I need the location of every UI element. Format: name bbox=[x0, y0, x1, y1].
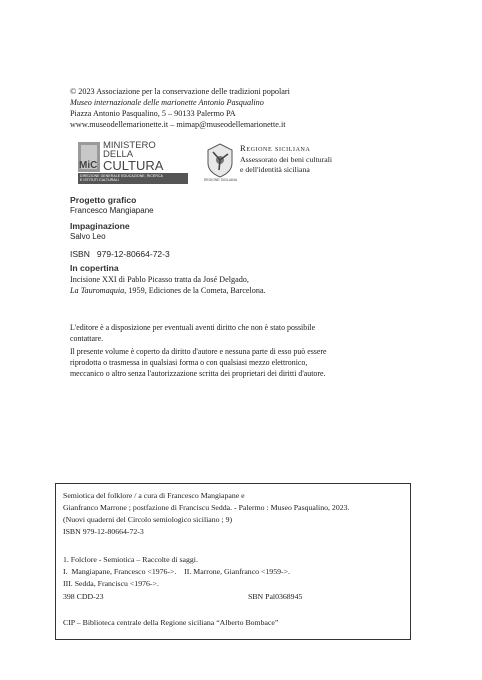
design-heading: Progetto grafico bbox=[70, 195, 137, 205]
cip-line3: (Nuovi quaderni del Circolo semiologico siciliano ; 9) bbox=[63, 515, 233, 524]
cip-line6: I. Mangiapane, Francesco <1976->. II. Marrone, Gianfranco <1959->. bbox=[63, 567, 290, 576]
note2-line3: meccanico o altro senza l'autorizzazione scritta dei proprietari dei diritti d'autore. bbox=[70, 369, 326, 378]
mic-subtitle bbox=[80, 174, 163, 182]
cip-classification: 398 CDD-23 bbox=[63, 592, 104, 601]
note2-line1: Il presente volume è coperto da diritto d'autore e nessuna parte di esso può essere bbox=[70, 347, 327, 356]
cover-line2 bbox=[70, 285, 430, 296]
cover-line1: Incisione XXI di Pablo Picasso tratta da José Delgado, bbox=[70, 275, 249, 284]
layout-value: Salvo Leo bbox=[70, 232, 106, 241]
ministero-cultura-logo bbox=[78, 141, 188, 185]
trinacria-emblem-icon bbox=[205, 141, 235, 181]
mic-title-line1: MINISTERO bbox=[103, 140, 156, 151]
note1-line2: contattare. bbox=[70, 334, 104, 343]
cip-box bbox=[55, 483, 411, 640]
cip-line1: Semiotica del folklore / a cura di Francesco Mangiapane e bbox=[63, 491, 245, 500]
cip-line7: III. Sedda, Franciscu <1976->. bbox=[63, 579, 159, 588]
mic-subtitle-line1: DIREZIONE GENERALE EDUCAZIONE, RICERCA bbox=[80, 174, 163, 178]
design-value: Francesco Mangiapane bbox=[70, 206, 154, 215]
note2-line2: riprodotta o trasmessa in qualsiasi forma o con qualsiasi mezzo elettronico, bbox=[70, 358, 308, 367]
mic-subtitle-line2: E ISTITUTI CULTURALI bbox=[80, 178, 119, 183]
cip-line4: ISBN 979-12-80664-72-3 bbox=[63, 527, 144, 536]
cip-sbn-code: SBN Pal0368945 bbox=[248, 592, 303, 601]
regione-subtitle bbox=[240, 155, 332, 174]
cover-line2-rest: , 1959, Ediciones de la Cometa, Barcelona. bbox=[124, 286, 266, 295]
isbn-line: ISBN 979-12-80664-72-3 bbox=[70, 249, 170, 259]
mic-mark: MiC bbox=[79, 160, 98, 171]
regione-subtitle-line2: e dell'identità siciliana bbox=[240, 164, 310, 174]
regione-subtitle-line1: Assessorato dei beni culturali bbox=[240, 155, 333, 164]
note1-line1: L'editore è a disposizione per eventuali aventi diritto che non è stato possibile bbox=[70, 323, 316, 332]
cip-line2: Gianfranco Marrone ; postfazione di Franciscu Sedda. - Palermo : Museo Pasqualino, 2023. bbox=[63, 503, 350, 512]
cover-work-title: La Tauromaquia bbox=[70, 286, 125, 295]
museum-address: Piazza Antonio Pasqualino, 5 – 90133 Palermo PA bbox=[70, 109, 236, 118]
mic-title-line3: CULTURA bbox=[103, 158, 164, 173]
cover-heading: In copertina bbox=[70, 263, 119, 273]
regione-title: Regione siciliana bbox=[240, 143, 311, 153]
rights-notes bbox=[70, 322, 430, 379]
museum-web-contact: www.museodellemarionette.it – mimap@museodellemarionette.it bbox=[70, 120, 286, 129]
mic-title bbox=[103, 141, 156, 159]
museum-name: Museo internazionale delle marionette Antonio Pasqualino bbox=[70, 98, 264, 107]
copyright-line: © 2023 Associazione per la conservazione delle tradizioni popolari bbox=[70, 87, 290, 96]
cip-source: CIP – Biblioteca centrale della Regione siciliana “Alberto Bombace” bbox=[63, 618, 279, 627]
mic-title-line2: DELLA bbox=[103, 149, 134, 160]
regione-siciliana-logo bbox=[205, 141, 345, 189]
layout-heading: Impaginazione bbox=[70, 221, 130, 231]
emblem-caption: REGIONE SICILIANA bbox=[204, 178, 237, 182]
copyright-block bbox=[70, 86, 430, 130]
credits-block bbox=[70, 195, 430, 296]
cip-line5: 1. Folclore - Semiotica – Raccolte di saggi. bbox=[63, 555, 198, 564]
